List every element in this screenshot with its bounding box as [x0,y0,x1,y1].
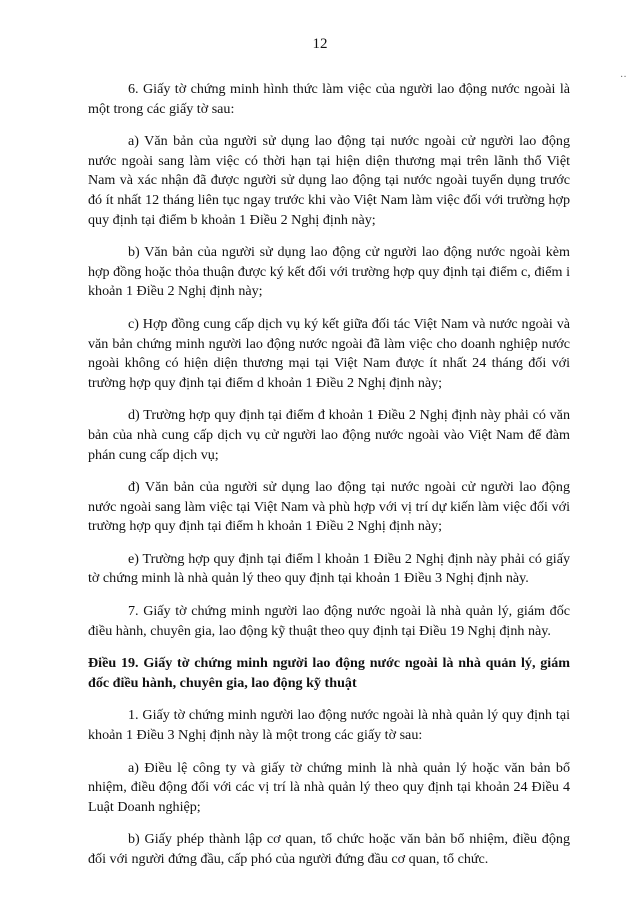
article-19-clause-1a: a) Điều lệ công ty và giấy tờ chứng minh là nhà quản lý hoặc văn bản bổ nhiệm, điều động đối với các vị trí là nhà quản lý theo quy định tại khoản 24 Điều 4 Luật Doanh nghiệp; [88,759,570,815]
paragraph-6e: e) Trường hợp quy định tại điểm l khoản 1 Điều 2 Nghị định này phải có giấy tờ chứng minh là nhà quản lý theo quy định tại khoản 1 Điều 3 Nghị định này. [88,550,570,587]
paragraph-7: 7. Giấy tờ chứng minh người lao động nước ngoài là nhà quản lý, giám đốc điều hành, chuyên gia, lao động kỹ thuật theo quy định tại Điều 19 Nghị định này. [88,603,570,639]
paragraph-6: 6. Giấy tờ chứng minh hình thức làm việc của người lao động nước ngoài là một trong các giấy tờ sau: [88,81,570,117]
paragraph-6d: d) Trường hợp quy định tại điểm đ khoản 1 Điều 2 Nghị định này phải có văn bản của nhà cung cấp dịch vụ cử người lao động nước ngoài vào Việt Nam để đàm phán cung cấp dịch vụ; [88,407,570,463]
article-19-clause-1b: b) Giấy phép thành lập cơ quan, tổ chức hoặc văn bản bổ nhiệm, điều động đối với người đứng đầu, cấp phó của người đứng đầu cơ quan, tổ chức. [88,831,570,867]
paragraph-6b: b) Văn bản của người sử dụng lao động cử người lao động nước ngoài kèm hợp đồng hoặc thỏa thuận được ký kết đối với trường hợp quy định tại điểm c, điểm i khoản 1 Điều 2 Nghị định này; [88,244,570,300]
paragraph-6c: c) Hợp đồng cung cấp dịch vụ ký kết giữa đối tác Việt Nam và nước ngoài và văn bản chứng minh người lao động nước ngoài đã làm việc cho doanh nghiệp nước ngoài không có hiện diện thương mại tại Việt Nam được ít nhất 24 tháng đối với trường hợp quy định tại điểm d khoản 1 Điều 2 Nghị định này; [88,315,570,391]
margin-mark: ·· [620,72,627,83]
article-19-heading: Điều 19. Giấy tờ chứng minh người lao động nước ngoài là nhà quản lý, giám đốc điều hành, chuyên gia, lao động kỹ thuật [88,655,570,691]
paragraph-6a: a) Văn bản của người sử dụng lao động tại nước ngoài cử người lao động nước ngoài sang làm việc có thời hạn tại hiện diện thương mại trên lãnh thổ Việt Nam và xác nhận đã được người sử dụng lao động tại nước ngoài tuyển dụng trước đó ít nhất 12 tháng liên tục ngay trước khi vào Việt Nam làm việc đối với trường hợp quy định tại điểm b khoản 1 Điều 2 Nghị định này; [88,133,570,228]
article-19-clause-1: 1. Giấy tờ chứng minh người lao động nước ngoài là nhà quản lý quy định tại khoản 1 Điều 3 Nghị định này là một trong các giấy tờ sau: [88,707,570,744]
paragraph-6dd: đ) Văn bản của người sử dụng lao động tại nước ngoài cử người lao động nước ngoài sang làm việc tại Việt Nam và phù hợp với vị trí dự kiến làm việc đối với trường hợp quy định tại điểm h khoản 1 Điều 2 Nghị định này; [88,479,570,535]
document-body [88,80,570,883]
page-number: 12 [312,36,328,52]
